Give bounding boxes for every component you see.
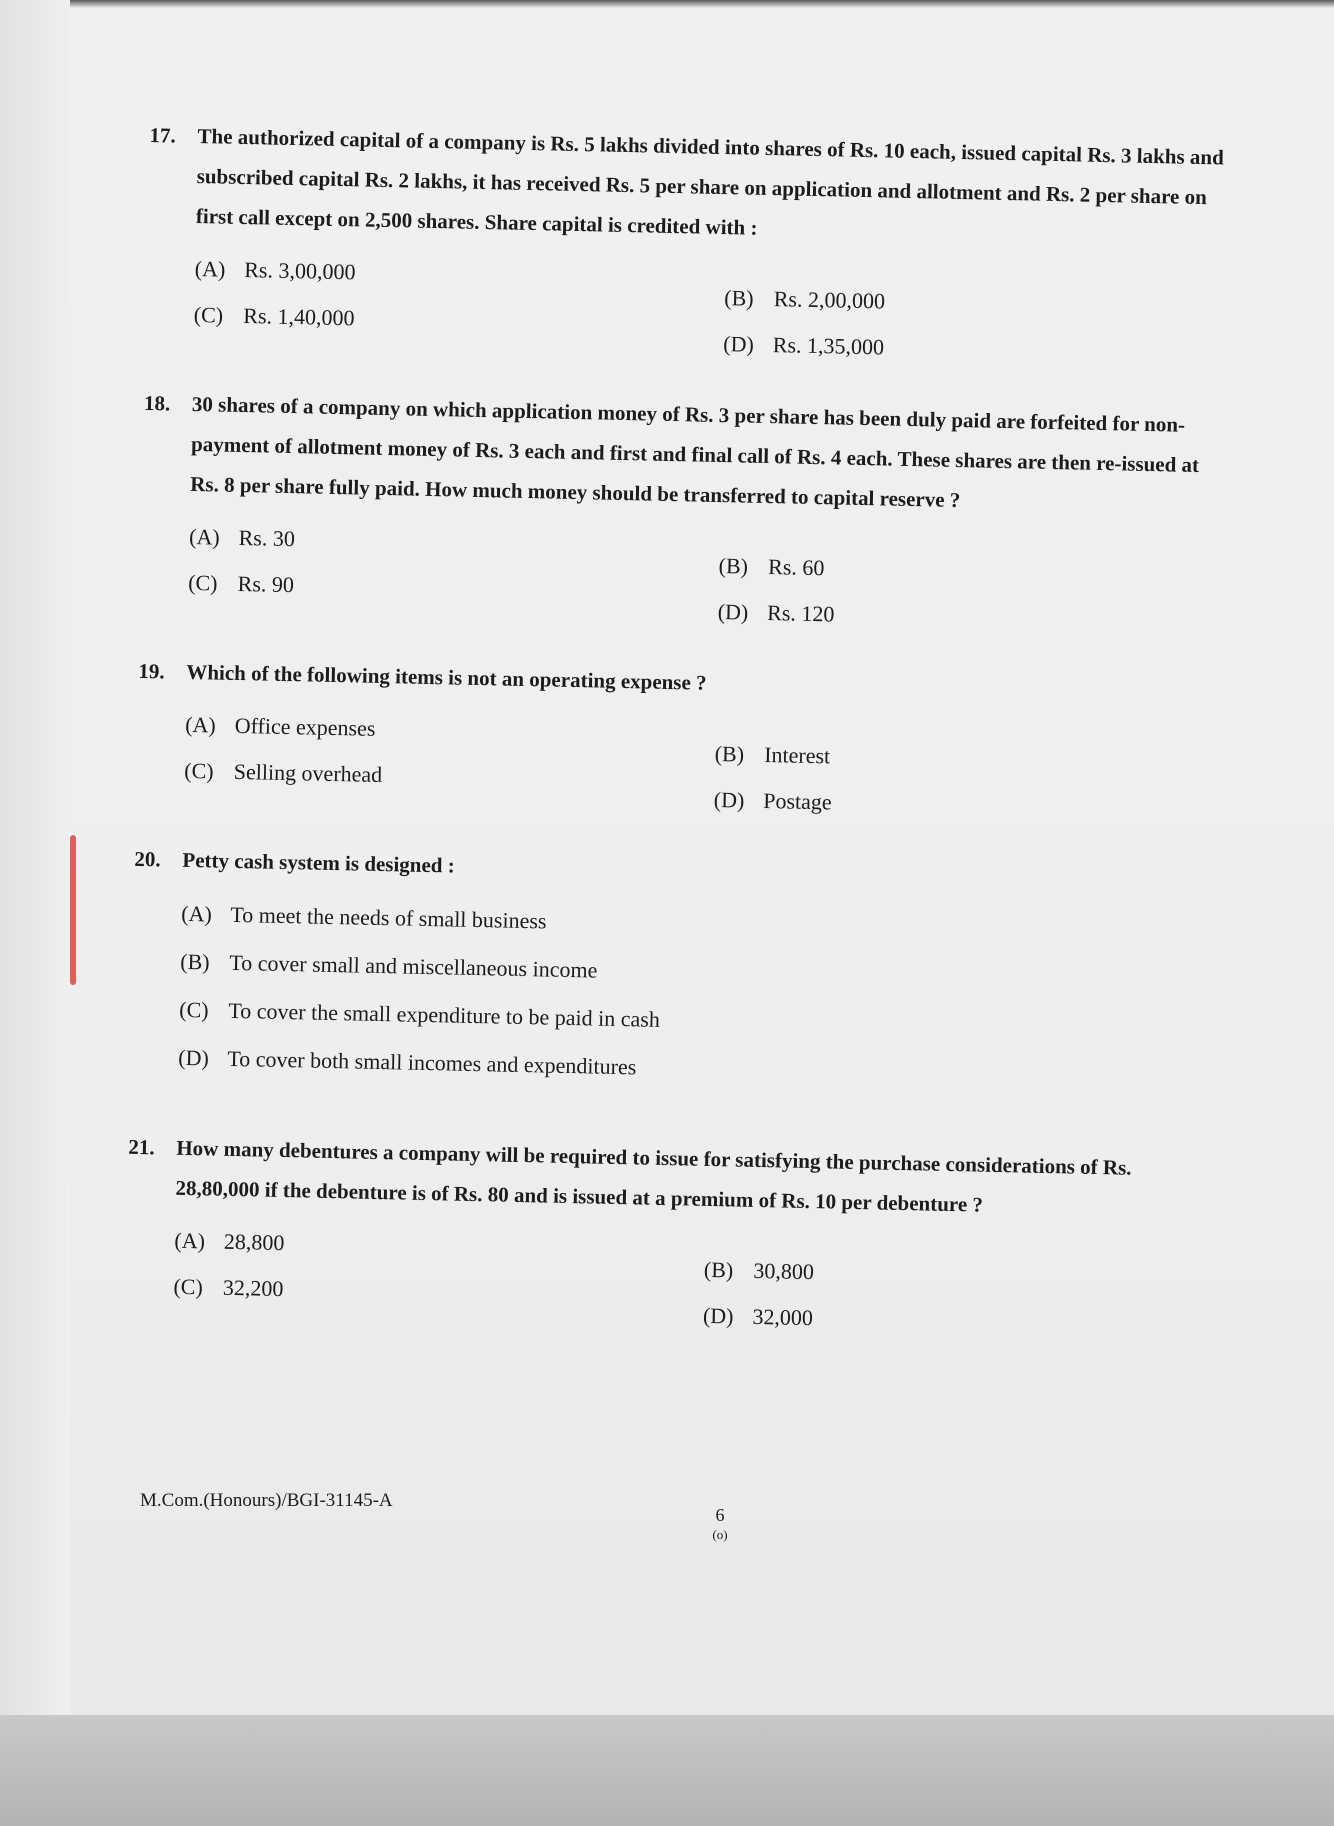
question-21 xyxy=(125,1127,1209,1332)
option-b[interactable] xyxy=(718,543,1119,597)
question-text: 30 shares of a company on which application money of Rs. 3 per share has been duly paid are forfeited for non-payment of allotment money of Rs. 3 each and first and final call of Rs. 4 each. These shares are then re-issued at Rs. 8 per share fully paid. How much money should be transferred to capital reserve ? xyxy=(190,391,1200,513)
option-label: (B) xyxy=(718,553,749,579)
option-text: 32,000 xyxy=(752,1303,814,1331)
option-label: (D) xyxy=(178,1044,210,1071)
option-label: (C) xyxy=(187,569,218,596)
option-label: (A) xyxy=(188,523,220,550)
option-label: (A) xyxy=(174,1227,206,1254)
question-17 xyxy=(145,115,1229,360)
option-label: (B) xyxy=(714,740,745,767)
option-text: To cover both small incomes and expenditures xyxy=(227,1045,637,1080)
option-label: (B) xyxy=(180,948,210,975)
option-text: Rs. 2,00,000 xyxy=(773,286,886,314)
options-grid xyxy=(188,514,1222,628)
option-b[interactable] xyxy=(724,275,1125,329)
red-margin-mark xyxy=(70,835,76,985)
option-d[interactable] xyxy=(717,589,1118,643)
page-bottom-edge xyxy=(0,1715,1334,1826)
question-19 xyxy=(136,651,1219,816)
options-grid xyxy=(184,702,1218,816)
option-text: Rs. 90 xyxy=(237,570,295,598)
option-text: To cover small and miscellaneous income xyxy=(229,949,598,983)
page-sub-mark: (o) xyxy=(712,1527,728,1542)
option-d[interactable] xyxy=(713,777,1114,831)
question-text: Petty cash system is designed : xyxy=(182,847,456,878)
options-grid xyxy=(193,246,1227,360)
option-c[interactable] xyxy=(188,560,719,617)
question-number: 17. xyxy=(149,122,177,148)
option-text: To meet the needs of small business xyxy=(230,901,547,934)
option-text: 28,800 xyxy=(223,1228,285,1256)
option-label: (C) xyxy=(179,996,209,1023)
option-b[interactable] xyxy=(714,731,1115,785)
page-top-edge xyxy=(0,0,1334,8)
option-text: Rs. 1,35,000 xyxy=(772,332,885,360)
option-text: 30,800 xyxy=(753,1257,815,1285)
option-label: (A) xyxy=(184,711,217,738)
question-20 xyxy=(130,839,1215,1104)
option-c[interactable] xyxy=(184,748,715,805)
option-text: Office expenses xyxy=(234,712,376,741)
question-text: Which of the following items is not an operating expense ? xyxy=(186,659,707,695)
option-label: (B) xyxy=(703,1256,734,1283)
option-label: (A) xyxy=(181,900,213,927)
option-d[interactable] xyxy=(723,321,1124,375)
page-left-margin xyxy=(0,0,70,1826)
question-18 xyxy=(140,383,1224,628)
option-text: Rs. 1,40,000 xyxy=(243,303,355,331)
option-text: To cover the small expenditure to be paid in cash xyxy=(228,997,661,1032)
option-label: (C) xyxy=(184,757,214,784)
option-c[interactable] xyxy=(173,1264,704,1321)
options-list xyxy=(178,890,1214,1104)
question-number: 19. xyxy=(138,658,165,684)
option-text: Interest xyxy=(763,742,831,769)
option-label: (D) xyxy=(702,1302,734,1329)
option-label: (D) xyxy=(723,331,755,357)
option-text: Postage xyxy=(763,787,832,815)
question-number: 18. xyxy=(143,390,171,416)
option-label: (D) xyxy=(717,599,749,625)
options-grid xyxy=(173,1218,1207,1332)
option-d[interactable] xyxy=(702,1293,1103,1347)
page-number: 6 xyxy=(715,1505,725,1525)
option-label: (C) xyxy=(193,301,224,328)
paper-code: M.Com.(Honours)/BGI-31145-A xyxy=(140,1490,393,1511)
question-text: How many debentures a company will be required to issue for satisfying the purchase considerations of Rs. 28,80,000 if the debenture is of Rs. 80 and is issued at a premium of Rs. 10 per debenture ? xyxy=(175,1135,1132,1217)
question-number: 20. xyxy=(134,846,161,872)
option-label: (C) xyxy=(173,1273,204,1300)
option-text: 32,200 xyxy=(222,1274,284,1302)
option-text: Selling overhead xyxy=(233,758,383,788)
question-text: The authorized capital of a company is Rs. 5 lakhs divided into shares of Rs. 10 each, issued capital Rs. 3 lakhs and subscribed capital Rs. 2 lakhs, it has received Rs. 5 per share on application and allotment and Rs. 2 per share on first call except on 2,500 shares. Share capital is credited with : xyxy=(195,124,1225,240)
option-label: (A) xyxy=(194,255,226,282)
option-text: Rs. 3,00,000 xyxy=(244,257,356,285)
option-text: Rs. 120 xyxy=(766,600,835,627)
option-b[interactable] xyxy=(703,1247,1104,1301)
option-c[interactable] xyxy=(193,292,724,349)
option-label: (B) xyxy=(724,285,754,311)
question-list xyxy=(124,115,1230,1377)
question-number: 21. xyxy=(128,1134,155,1160)
option-text: Rs. 30 xyxy=(238,524,296,552)
option-label: (D) xyxy=(713,786,745,813)
option-text: Rs. 60 xyxy=(767,554,825,581)
